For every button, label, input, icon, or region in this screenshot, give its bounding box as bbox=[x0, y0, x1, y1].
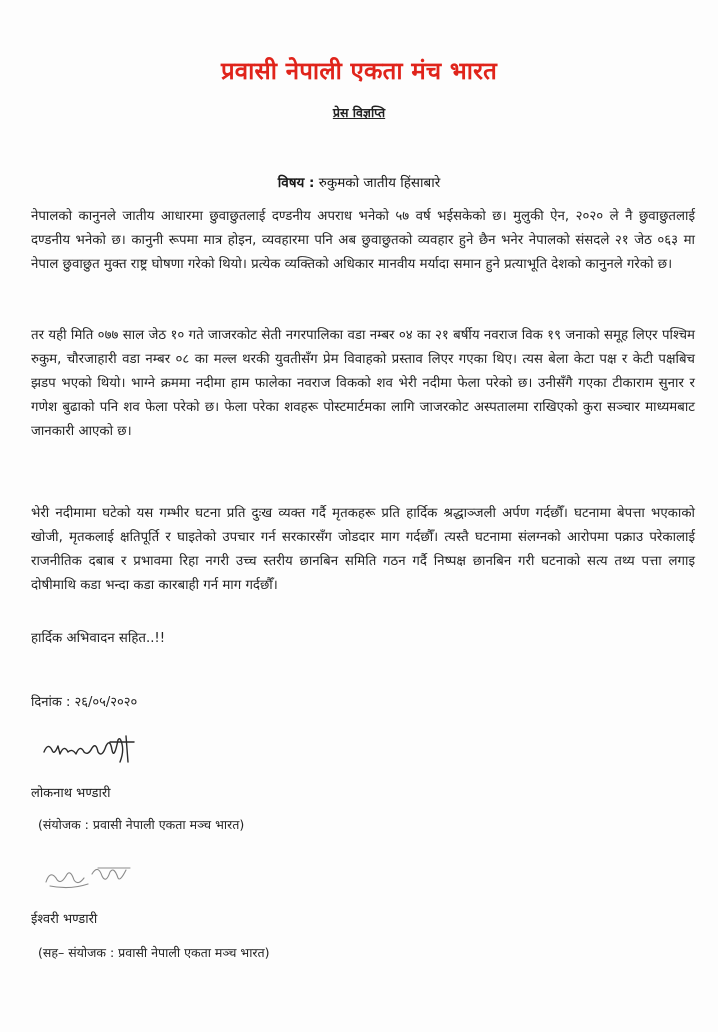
signer-name: लोकनाथ भण्डारी bbox=[31, 786, 111, 801]
press-release-heading: प्रेस विज्ञप्ति bbox=[332, 105, 386, 120]
signature-image bbox=[40, 856, 136, 896]
closing-greeting: हार्दिक अभिवादन सहित..!! bbox=[31, 631, 166, 646]
signer-role: (सह– संयोजक : प्रवासी नेपाली एकता मञ्च भारत) bbox=[38, 945, 270, 960]
subject-label: विषय : bbox=[277, 175, 315, 191]
signer-name: ईश्वरी भण्डारी bbox=[31, 912, 98, 927]
document-date: दिनांक : २६/०५/२०२० bbox=[31, 695, 138, 710]
organization-title: प्रवासी नेपाली एकता मंच भारत bbox=[220, 57, 498, 85]
body-paragraph: नेपालको कानुनले जातीय आधारमा छुवाछुतलाई दण्डनीय अपराध भनेको ५७ वर्ष भईसकेको छ। मुलुकी ऐन, २०२० ले नै छुवाछुतलाई दण्डनीय भनेको छ। कानुनी रूपमा मात्र होइन, व्यवहारमा पनि अब छुवाछुतको व्यवहार हुने छैन भनेर नेपालको संसदले २१ जेठ ०६३ मा नेपाल छुवाछुत मुक्त राष्ट्र घोषणा गरेको थियो। प्रत्येक व्यक्तिको अधिकार मानवीय मर्यादा समान हुने प्रत्याभूति देशको कानुनले गरेको छ। bbox=[31, 209, 695, 272]
signer-role: (संयोजक : प्रवासी नेपाली एकता मञ्च भारत) bbox=[38, 817, 245, 832]
subject-line bbox=[0, 173, 718, 191]
body-paragraph: तर यही मिति ०७७ साल जेठ १० गते जाजरकोट सेती नगरपालिका वडा नम्बर ०४ का २१ बर्षीय नवराज विक १९ जनाको समूह लिएर पश्चिम रुकुम, चौरजाहारी वडा नम्बर ०८ का मल्ल थरकी युवतीसँग प्रेम विवाहको प्रस्ताव लिएर गएका थिए। त्यस बेला केटा पक्ष र केटी पक्षबिच झडप भएको थियो। भाग्ने क्रममा नदीमा हाम फालेका नवराज विकको शव भेरी नदीमा फेला परेको छ। उनीसँगै गएका टीकाराम सुनार र गणेश बुढाको पनि शव फेला परेको छ। फेला परेका शवहरू पोस्टमार्टमका लागि जाजरकोट अस्पतालमा राखिएको कुरा सञ्चार माध्यमबाट जानकारी आएको छ। bbox=[31, 328, 695, 439]
subject-text: रुकुमको जातीय हिंसाबारे bbox=[318, 175, 441, 191]
signature-image bbox=[40, 732, 140, 766]
body-paragraph: भेरी नदीमामा घटेको यस गम्भीर घटना प्रति दुःख व्यक्त गर्दै मृतकहरू प्रति हार्दिक श्रद्धाञ्जली अर्पण गर्दछौँ। घटनामा बेपत्ता भएकाको खोजी, मृतकलाई क्षतिपूर्ति र घाइतेको उपचार गर्न सरकारसँग जोडदार माग गर्दछौँ। त्यस्तै घटनामा संलग्नको आरोपमा पक्राउ परेकालाई राजनीतिक दबाब र प्रभावमा रिहा नगरी उच्च स्तरीय छानबिन समिति गठन गर्दै निष्पक्ष छानबिन गरी घटनाको सत्य तथ्य पत्ता लगाइ दोषीमाथि कडा भन्दा कडा कारबाही गर्न माग गर्दछौँ। bbox=[31, 506, 695, 593]
